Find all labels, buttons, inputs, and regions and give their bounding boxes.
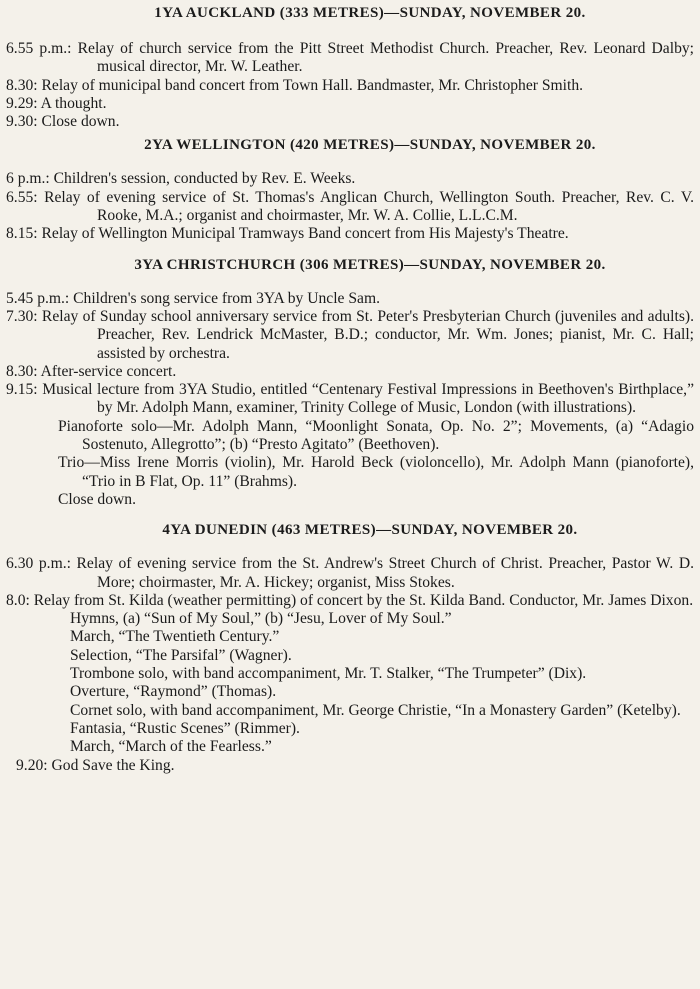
section-2ya-wellington xyxy=(0,131,700,243)
section-heading: 3YA CHRISTCHURCH (306 METRES)—SUNDAY, NOVEMBER 20. xyxy=(134,256,606,273)
section-4ya-dunedin xyxy=(0,509,700,775)
programme-sub-entry: Fantasia, “Rustic Scenes” (Rimmer). xyxy=(70,719,300,737)
programme-sub-entry: Hymns, (a) “Sun of My Soul,” (b) “Jesu, Lover of My Soul.” xyxy=(70,610,452,628)
programme-sub-entry: Cornet solo, with band accompaniment, Mr. George Christie, “In a Monastery Garden” (Ketelby). xyxy=(70,701,681,719)
section-heading: 4YA DUNEDIN (463 METRES)—SUNDAY, NOVEMBER 20. xyxy=(162,522,578,539)
programme-entry: 5.45 p.m.: Children's song service from 3YA by Uncle Sam. xyxy=(6,289,380,307)
programme-entry: 6.55: Relay of evening service of St. Thomas's Anglican Church, Wellington South. Preacher, Rev. C. V. Rooke, M.A.; organist and choirmaster, Mr. W. A. Collie, L.L.C.M. xyxy=(6,188,694,225)
programme-sub-entry: Selection, “The Parsifal” (Wagner). xyxy=(70,646,292,664)
section-heading: 2YA WELLINGTON (420 METRES)—SUNDAY, NOVEMBER 20. xyxy=(144,137,596,154)
programme-entry: 6.55 p.m.: Relay of church service from the Pitt Street Methodist Church. Preacher, Rev. Leonard Dalby; musical director, Mr. W. Leather. xyxy=(6,40,694,76)
programme-sub-entry: March, “The Twentieth Century.” xyxy=(70,628,280,646)
programme-entry: 9.30: Close down. xyxy=(6,113,120,131)
programme-sub-entry: Overture, “Raymond” (Thomas). xyxy=(70,683,277,701)
programme-sub-entry: March, “March of the Fearless.” xyxy=(70,738,272,756)
programme-entry: 6.30 p.m.: Relay of evening service from the St. Andrew's Street Church of Christ. Preacher, Pastor W. D. More; choirmaster, Mr. A. Hickey; organist, Miss Stokes. xyxy=(6,555,694,591)
section-3ya-christchurch xyxy=(0,244,700,510)
section-1ya-auckland xyxy=(0,0,700,131)
programme-entry: 7.30: Relay of Sunday school anniversary service from St. Peter's Presbyterian Church (juveniles and adults). Preacher, Rev. Lendrick McMaster, B.D.; conductor, Mr. Wm. Jones; pianist, Mr. C. Hall; assisted by orchestra. xyxy=(6,307,694,362)
programme-entry: 6 p.m.: Children's session, conducted by Rev. E. Weeks. xyxy=(6,170,356,188)
programme-entry: 9.29: A thought. xyxy=(6,94,107,112)
programme-entry: 8.30: After-service concert. xyxy=(6,362,177,380)
programme-entry: 8.30: Relay of municipal band concert from Town Hall. Bandmaster, Mr. Christopher Smith. xyxy=(6,76,584,94)
programme-entry: 8.0: Relay from St. Kilda (weather permitting) of concert by the St. Kilda Band. Conductor, Mr. James Dixon. xyxy=(6,591,694,609)
programme-sub-entry: Pianoforte solo—Mr. Adolph Mann, “Moonlight Sonata, Op. No. 2”; Movements, (a) “Adagio Sostenuto, Allegrotto”; (b) “Presto Agitato” (Beethoven). xyxy=(58,417,694,454)
programme-sub-entry: Trio—Miss Irene Morris (violin), Mr. Harold Beck (violoncello), Mr. Adolph Mann (pianoforte), “Trio in B Flat, Op. 11” (Brahms). xyxy=(58,454,694,490)
programme-sub-entry: Trombone solo, with band accompaniment, Mr. T. Stalker, “The Trumpeter” (Dix). xyxy=(70,665,587,683)
section-heading: 1YA AUCKLAND (333 METRES)—SUNDAY, NOVEMBER 20. xyxy=(154,5,586,21)
programme-sub-entry: Close down. xyxy=(58,490,136,508)
programme-closing: 9.20: God Save the King. xyxy=(16,756,175,774)
programme-entry: 9.15: Musical lecture from 3YA Studio, entitled “Centenary Festival Impressions in Beethoven's Birthplace,” by Mr. Adolph Mann, examiner, Trinity College of Music, London (with illustrations). xyxy=(6,381,694,417)
programme-entry: 8.15: Relay of Wellington Municipal Tramways Band concert from His Majesty's Theatre. xyxy=(6,225,569,243)
